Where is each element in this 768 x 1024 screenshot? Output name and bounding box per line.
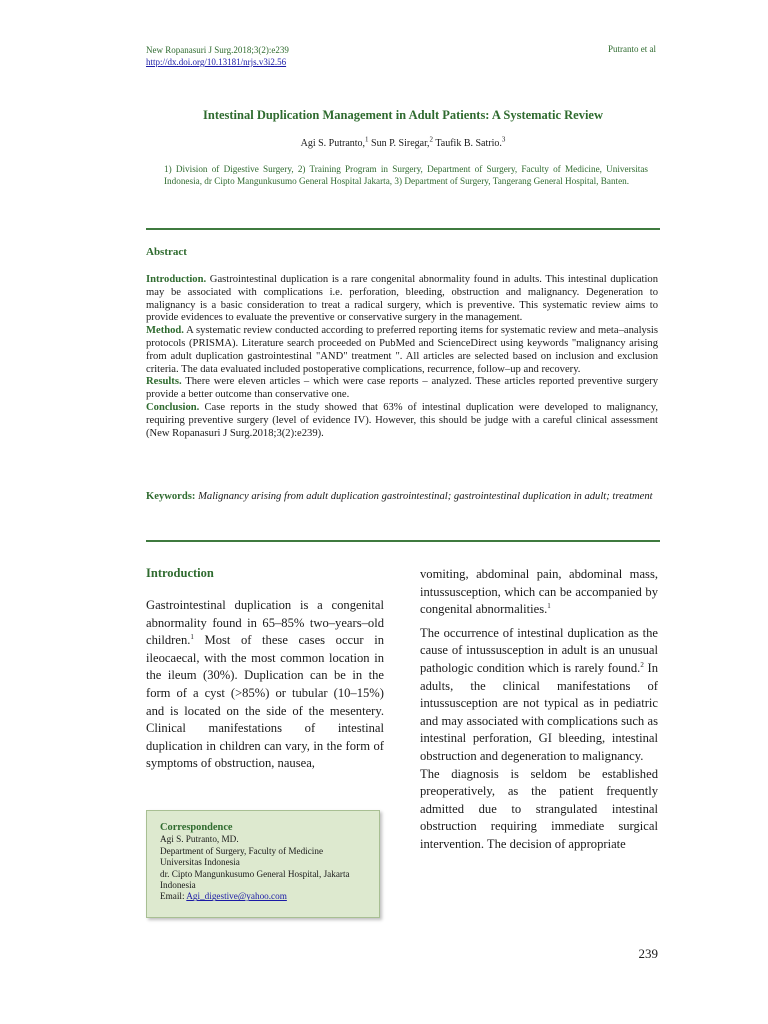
citation-1b: 1 xyxy=(547,602,551,610)
abstract-method xyxy=(146,325,658,376)
author-3: Taufik B. Satrio. xyxy=(433,138,502,149)
keywords-label: Keywords: xyxy=(146,491,196,502)
intro-p2-text-b: In adults, the clinical manifestations of intussusception are not typical as in pediatric and may associated with complications such as intestinal perforation, GI bleeding, intestinal obstruction and degeneration to malignancy. xyxy=(420,660,659,763)
correspondence-content xyxy=(160,822,380,903)
intro-paragraph-1 xyxy=(146,597,384,773)
intro-p1-text-b: Most of these cases occur in ileocaecal, with the most common location in the ileum (30%). Duplication can be in the form of a cyst (>85%) or tubular (10–15%) and is located on the side of the mesentery. Clinical manifestations of intestinal duplication in children can vary, in the form of symptoms of obstruction, nausea, xyxy=(146,633,384,771)
abstract-intro-label: Introduction. xyxy=(146,274,207,285)
abstract-conclusion-text: Case reports in the study showed that 63% of intestinal duplication were developed to malignancy, requiring preventive surgery (level of evidence IV). However, this should be judge with a careful clinical assessment (New Ropanasuri J Surg.2018;3(2):e239). xyxy=(146,401,658,439)
running-header-left xyxy=(146,44,289,68)
author-list xyxy=(146,135,660,149)
correspondence-hospital: dr. Cipto Mangunkusumo General Hospital, Jakarta xyxy=(160,868,350,879)
author-2-affil: 2 xyxy=(429,135,434,144)
doi-link[interactable]: http://dx.doi.org/10.13181/nrjs.v3i2.56 xyxy=(146,57,287,67)
page-number: 239 xyxy=(638,946,658,961)
abstract-method-label: Method. xyxy=(146,325,184,337)
keywords-text: Malignancy arising from adult duplication gastrointestinal; gastrointestinal duplication in adult; treatment xyxy=(195,491,653,502)
abstract-intro-text: Gastrointestinal duplication is a rare congenital abnormality found in adults. This intestinal duplication may be associated with complications i.e. perforation, bleeding, obstruction and malignancy. Degeneration to malignancy is a basic consideration to treat a radical surgery, which is preventive. This systematic review aims to provide evidences to evaluate the preventive or conservative surgery in the management. xyxy=(146,274,658,324)
keywords xyxy=(146,490,658,503)
author-2: Sun P. Siregar, xyxy=(368,138,430,149)
author-1-affil: 1 xyxy=(365,135,369,144)
abstract-method-text: A systematic review conducted according to preferred reporting items for systematic review and meta–analysis protocols (PRISMA). Literature search proceeded on PubMed and ScienceDirect using keywords "malignancy arising from adult duplication gastrointestinal "AND" treatment ". All articles are selected based on inclusion and exclusion criteria. The data evaluated included postoperative complications, recurrence, follow–up and recovery. xyxy=(146,325,658,375)
correspondence-box xyxy=(146,810,380,918)
correspondence-dept: Department of Surgery, Faculty of Medicine xyxy=(160,845,324,856)
citation-2: 2 xyxy=(640,660,644,669)
affiliations: 1) Division of Digestive Surgery, 2) Training Program in Surgery, Department of Surgery, Faculty of Medicine, Universitas Indonesia, dr Cipto Mangunkusumo General Hospital Jakarta, 3) Department of Surgery, Tangerang General Hospital, Banten. xyxy=(164,164,648,186)
divider-top xyxy=(146,228,660,230)
abstract-conclusion xyxy=(146,402,658,440)
citation-1: 1 xyxy=(190,633,194,641)
journal-citation: New Ropanasuri J Surg.2018;3(2):e239 xyxy=(146,45,289,55)
running-author: Putranto et al xyxy=(608,44,656,54)
correspondence-title: Correspondence xyxy=(160,822,233,833)
abstract-results-text: There were eleven articles – which were case reports – analyzed. These articles reported preventive surgery provide a better outcome than conservative one. xyxy=(146,376,658,401)
body-column-left xyxy=(146,597,384,773)
abstract-results xyxy=(146,376,658,402)
body-column-right xyxy=(420,566,658,854)
divider-middle xyxy=(146,540,660,542)
abstract-heading: Abstract xyxy=(146,246,187,258)
article-title: Intestinal Duplication Management in Adult Patients: A Systematic Review xyxy=(203,108,603,122)
correspondence-univ: Universitas Indonesia xyxy=(160,857,240,868)
abstract-introduction xyxy=(146,274,658,325)
correspondence-country: Indonesia xyxy=(160,880,196,891)
author-1: Agi S. Putranto, xyxy=(300,138,366,149)
correspondence-name: Agi S. Putranto, MD. xyxy=(160,834,239,845)
intro-p1-text-a: Gastrointestinal duplication is a congenital abnormality found in 65–85% two–years–old children. xyxy=(146,598,384,648)
abstract-results-label: Results. xyxy=(146,376,182,388)
intro-paragraph-3: The diagnosis is seldom be established preoperatively, as the patient frequently admitted due to strangulated intestinal obstruction requiring immediate surgical intervention. The decision of appropriate xyxy=(420,766,658,851)
intro-paragraph-2 xyxy=(420,625,658,766)
intro-p2-text-a: The occurrence of intestinal duplication as the cause of intussusception in adult is an unusual pathologic condition which is rarely found. xyxy=(420,625,658,675)
abstract-conclusion-label: Conclusion. xyxy=(146,401,200,413)
introduction-heading: Introduction xyxy=(146,566,214,580)
author-3-affil: 3 xyxy=(501,135,506,144)
intro-paragraph-1-cont xyxy=(420,566,658,619)
abstract-body xyxy=(146,274,658,440)
intro-p1-cont-text: vomiting, abdominal pain, abdominal mass, intussusception, which can be accompanied by congenital abnormalities. xyxy=(420,567,658,617)
correspondence-email-line xyxy=(160,891,380,902)
email-label: Email: xyxy=(160,891,187,902)
email-link[interactable]: Agi_digestive@yahoo.com xyxy=(186,891,287,902)
